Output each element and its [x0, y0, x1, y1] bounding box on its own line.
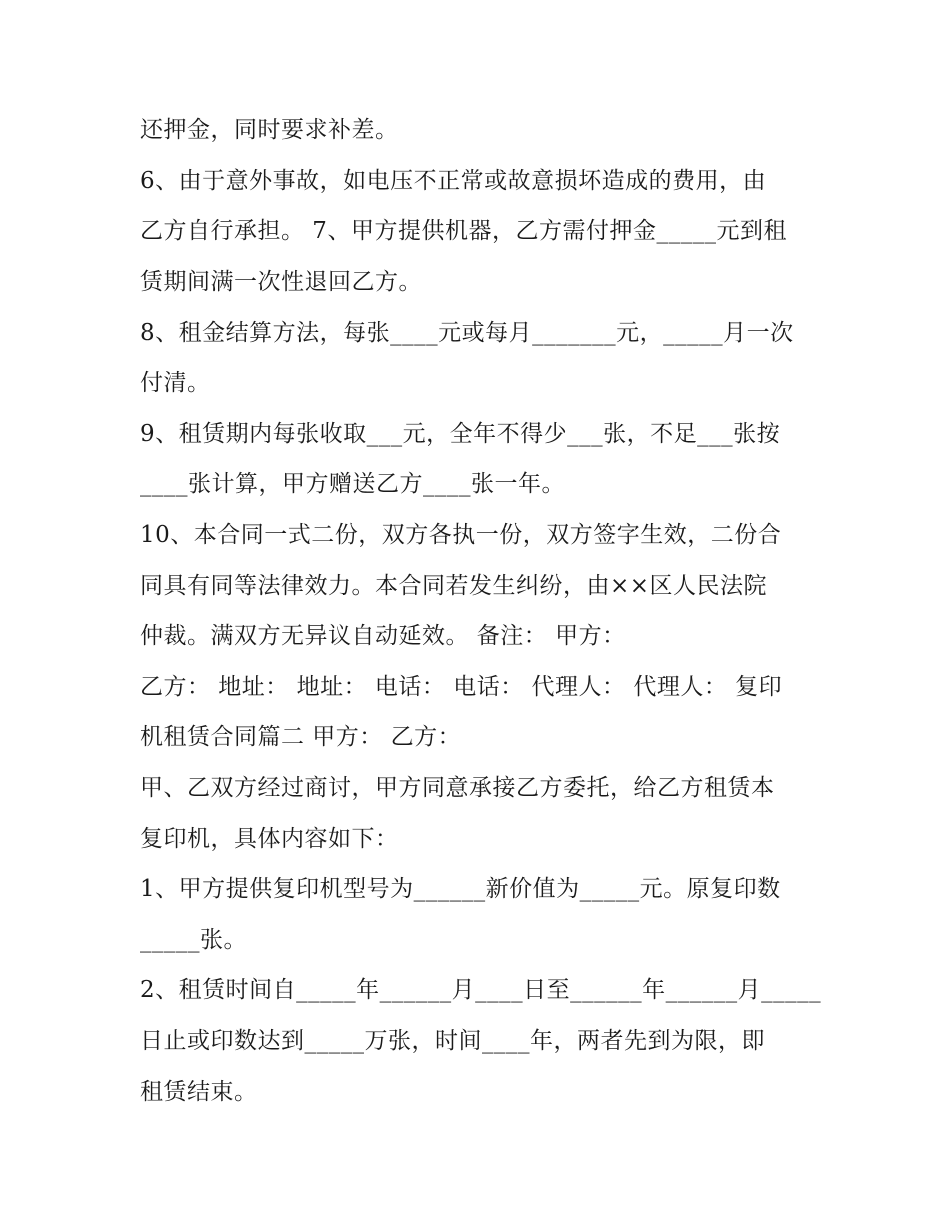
- text-line: 6、由于意外事故，如电压不正常或故意损坏造成的费用，由: [140, 168, 767, 194]
- text-line: 付清。: [140, 370, 211, 396]
- text-line: 1、甲方提供复印机型号为______新价值为_____元。原复印数: [140, 876, 781, 902]
- text-line: 乙方： 地址： 地址： 电话： 电话： 代理人： 代理人： 复印: [140, 674, 783, 700]
- text-line: _____张。: [140, 927, 247, 953]
- text-line: 日止或印数达到_____万张，时间____年，两者先到为限，即: [140, 1028, 765, 1054]
- text-line: 10、本合同一式二份，双方各执一份，双方签字生效，二份合: [140, 522, 782, 548]
- text-line: 还押金，同时要求补差。: [140, 117, 399, 143]
- text-line: 赁期间满一次性退回乙方。: [140, 269, 422, 295]
- text-line: 复印机，具体内容如下：: [140, 826, 399, 852]
- text-line: ____张计算，甲方赠送乙方____张一年。: [140, 471, 565, 497]
- text-line: 9、租赁期内每张收取___元，全年不得少___张，不足___张按: [140, 421, 781, 447]
- text-line: 8、租金结算方法，每张____元或每月_______元，_____月一次: [140, 320, 794, 346]
- text-line: 2、租赁时间自_____年______月____日至______年______月_____: [140, 977, 822, 1003]
- text-line: 仲裁。满双方无异议自动延效。 备注： 甲方：: [140, 623, 626, 649]
- text-line: 同具有同等法律效力。本合同若发生纠纷，由××区人民法院: [140, 573, 768, 599]
- text-line: 甲、乙双方经过商讨，甲方同意承接乙方委托，给乙方租赁本: [140, 775, 775, 801]
- text-line: 租赁结束。: [140, 1079, 258, 1105]
- text-line: 乙方自行承担。 7、甲方提供机器，乙方需付押金_____元到租: [140, 218, 787, 244]
- text-line: 机租赁合同篇二 甲方： 乙方：: [140, 724, 462, 750]
